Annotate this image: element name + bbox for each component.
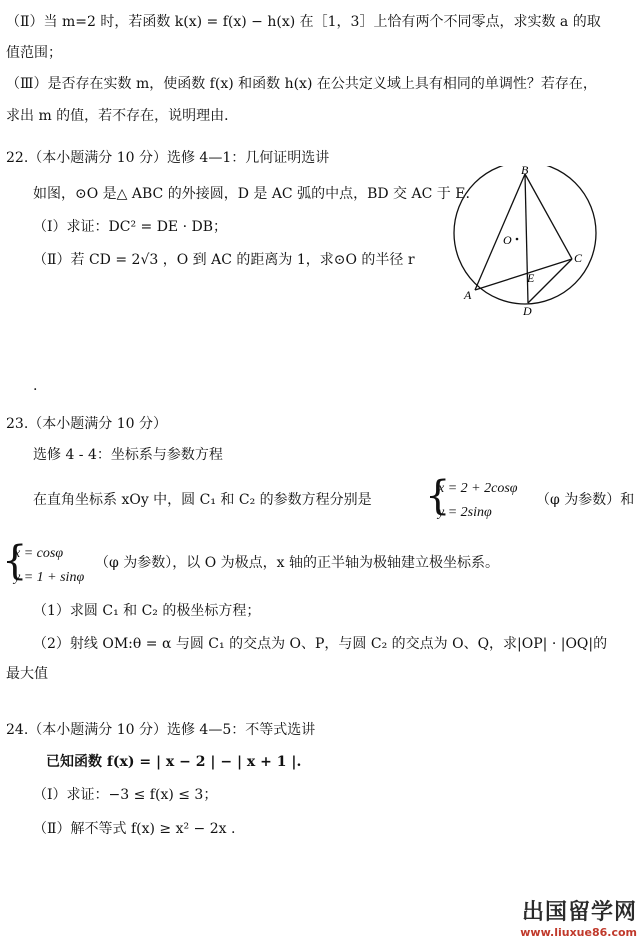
brace-2: { bbox=[2, 538, 28, 584]
q23-part1: （1）求圆 C₁ 和 C₂ 的极坐标方程； bbox=[33, 603, 261, 619]
sys1-row1: x = 2 + 2cosφ bbox=[438, 481, 518, 496]
brace-1: { bbox=[425, 473, 451, 519]
q23-header: 23.（本小题满分 10 分） bbox=[6, 416, 167, 432]
q23-text2: （φ 为参数），以 O 为极点，x 轴的正半轴为极轴建立极坐标系。 bbox=[95, 555, 499, 571]
q22-statement: 如图，⊙O 是△ ABC 的外接圆，D 是 AC 弧的中点，BD 交 AC 于 E. bbox=[33, 186, 470, 202]
q23-text1-tail: （φ 为参数）和 bbox=[536, 492, 635, 508]
stray-period: . bbox=[33, 378, 38, 394]
sys1-row2: y = 2sinφ bbox=[438, 505, 492, 520]
q21-part2-line2: 值范围； bbox=[6, 45, 62, 61]
label-d: D bbox=[523, 304, 532, 316]
sys2-row2: y = 1 + sinφ bbox=[14, 570, 85, 585]
q24-header: 24.（本小题满分 10 分）选修 4—5：不等式选讲 bbox=[6, 722, 316, 738]
watermark-url: www.liuxue86.com bbox=[520, 926, 637, 939]
label-c: C bbox=[574, 251, 583, 265]
watermark-title: 出国留学网 bbox=[521, 900, 637, 925]
segment-ac bbox=[475, 259, 572, 290]
q24-given: 已知函数 f(x) = | x − 2 | − | x + 1 |. bbox=[46, 754, 302, 770]
label-a: A bbox=[464, 288, 472, 302]
circle-diagram bbox=[448, 166, 638, 316]
q21-part3-line1: （Ⅲ）是否存在实数 m，使函数 f(x) 和函数 h(x) 在公共定义域上具有相同的单调性？若存在， bbox=[6, 76, 597, 92]
segment-bc bbox=[525, 174, 572, 259]
q21-part3-line2: 求出 m 的值，若不存在，说明理由． bbox=[6, 108, 239, 124]
sys2-row1: x = cosφ bbox=[14, 546, 64, 561]
q23-text1: 在直角坐标系 xOy 中，圆 C₁ 和 C₂ 的参数方程分别是 bbox=[33, 492, 372, 508]
q24-part1: （Ⅰ）求证：−3 ≤ f(x) ≤ 3； bbox=[33, 787, 218, 803]
q24-part2: （Ⅱ）解不等式 f(x) ≥ x² − 2x . bbox=[33, 821, 236, 837]
q22-header: 22.（本小题满分 10 分）选修 4—1：几何证明选讲 bbox=[6, 150, 330, 166]
watermark bbox=[520, 895, 637, 939]
q23-topic: 选修 4 - 4：坐标系与参数方程 bbox=[33, 447, 223, 463]
label-e: E bbox=[527, 271, 535, 285]
q23-part2: （2）射线 OM:θ = α 与圆 C₁ 的交点为 O、P，与圆 C₂ 的交点为 O、Q，求|OP| · |OQ|的 bbox=[33, 636, 608, 652]
q23-part2-tail: 最大值 bbox=[6, 666, 48, 682]
segment-ab bbox=[475, 174, 525, 290]
q22-part1: （Ⅰ）求证：DC² = DE · DB； bbox=[33, 219, 228, 235]
label-b: B bbox=[521, 166, 529, 177]
q21-part2-line1: （Ⅱ）当 m=2 时，若函数 k(x) = f(x) − h(x) 在［1，3］上恰有两个不同零点，求实数 a 的取 bbox=[6, 14, 601, 30]
center-dot bbox=[516, 238, 519, 241]
label-o: O bbox=[503, 233, 512, 247]
q22-part2: （Ⅱ）若 CD = 2√3 ，O 到 AC 的距离为 1，求⊙O 的半径 r bbox=[33, 252, 415, 268]
